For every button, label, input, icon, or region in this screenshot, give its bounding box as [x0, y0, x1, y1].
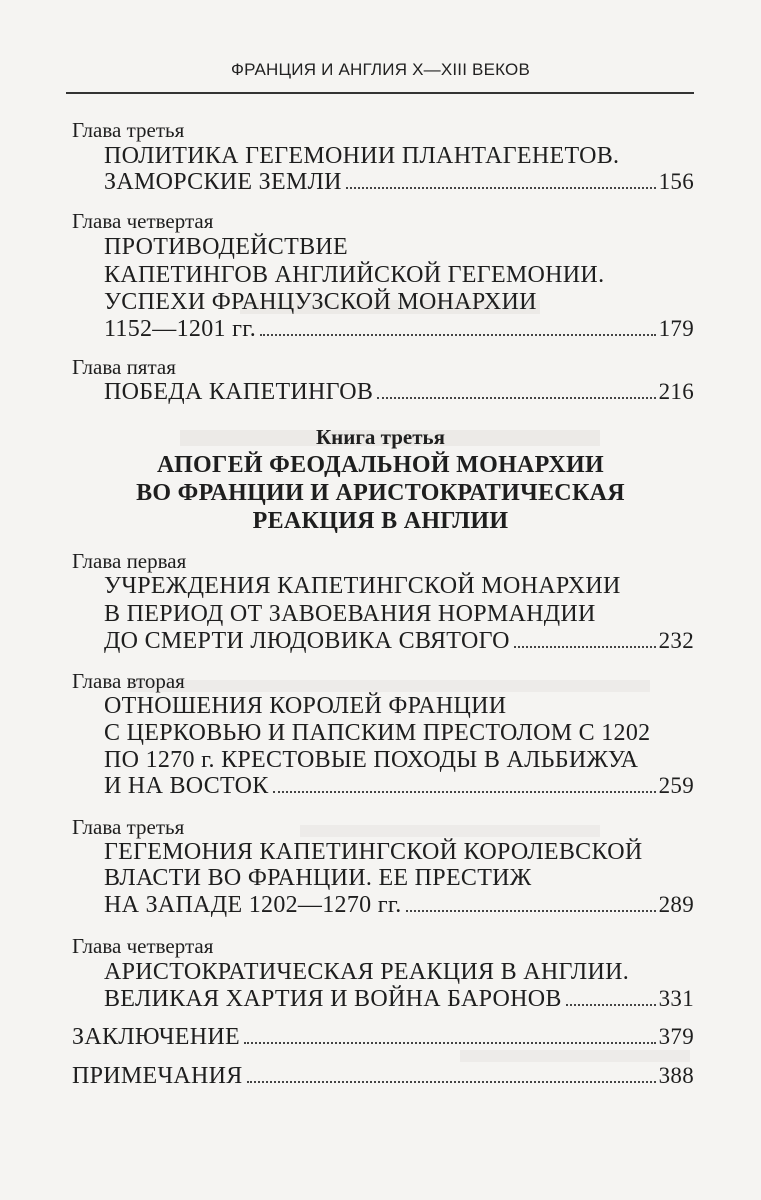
chapter-title-line: ВЕЛИКАЯ ХАРТИЯ И ВОЙНА БАРОНОВ: [104, 986, 562, 1012]
toc-entry[interactable]: [104, 985, 694, 1013]
toc-entry-conclusion[interactable]: [72, 1023, 694, 1051]
toc-entry[interactable]: [104, 315, 694, 343]
dot-leader: [406, 910, 656, 912]
chapter-title-line: 1152—1201 гг.: [104, 316, 256, 342]
chapter-label: Глава вторая: [72, 669, 185, 693]
chapter-title-line: КАПЕТИНГОВ АНГЛИЙСКОЙ ГЕГЕМОНИИ.: [104, 262, 605, 288]
chapter-title-line: ОТНОШЕНИЯ КОРОЛЕЙ ФРАНЦИИ: [104, 693, 507, 719]
page-number: 179: [658, 316, 694, 341]
running-head: ФРАНЦИЯ И АНГЛИЯ X—XIII ВЕКОВ: [230, 60, 531, 79]
dot-leader: [260, 334, 656, 336]
chapter-title-line: УСПЕХИ ФРАНЦУЗСКОЙ МОНАРХИИ: [104, 289, 537, 315]
book-title-line: ВО ФРАНЦИИ И АРИСТОКРАТИЧЕСКАЯ: [136, 480, 625, 506]
chapter-title-line: ПОБЕДА КАПЕТИНГОВ: [104, 379, 374, 405]
chapter-title-line: ГЕГЕМОНИЯ КАПЕТИНГСКОЙ КОРОЛЕВСКОЙ: [104, 839, 643, 865]
page-number: 388: [658, 1063, 694, 1088]
chapter-title-line: УЧРЕЖДЕНИЯ КАПЕТИНГСКОЙ МОНАРХИИ: [104, 573, 621, 599]
dot-leader: [566, 1004, 656, 1006]
chapter-title-line: ПОЛИТИКА ГЕГЕМОНИИ ПЛАНТАГЕНЕТОВ.: [104, 143, 620, 169]
chapter-title-line: АРИСТОКРАТИЧЕСКАЯ РЕАКЦИЯ В АНГЛИИ.: [104, 959, 630, 985]
page-number: 216: [658, 379, 694, 404]
dot-leader: [273, 791, 656, 793]
chapter-title-line: ДО СМЕРТИ ЛЮДОВИКА СВЯТОГО: [104, 628, 510, 654]
chapter-title-line: ПРОТИВОДЕЙСТВИЕ: [104, 234, 348, 260]
bleed-through-mark: [460, 1050, 690, 1062]
toc-entry[interactable]: [104, 168, 694, 196]
chapter-title-line: ПО 1270 г. КРЕСТОВЫЕ ПОХОДЫ В АЛЬБИЖУА: [104, 747, 639, 773]
chapter-title-line: И НА ВОСТОК: [104, 773, 269, 799]
chapter-title-line: ЗАМОРСКИЕ ЗЕМЛИ: [104, 169, 342, 195]
chapter-label: Глава четвертая: [72, 209, 214, 233]
toc-entry[interactable]: [104, 891, 694, 919]
chapter-title-line: ВЛАСТИ ВО ФРАНЦИИ. ЕЕ ПРЕСТИЖ: [104, 865, 532, 891]
page-number: 331: [658, 986, 694, 1011]
chapter-label: Глава первая: [72, 549, 187, 573]
chapter-label: Глава третья: [72, 815, 185, 839]
chapter-title-line: В ПЕРИОД ОТ ЗАВОЕВАНИЯ НОРМАНДИИ: [104, 601, 596, 627]
bleed-through-mark: [130, 680, 650, 692]
chapter-title-line: С ЦЕРКОВЬЮ И ПАПСКИМ ПРЕСТОЛОМ С 1202: [104, 720, 651, 746]
dot-leader: [514, 646, 656, 648]
dot-leader: [346, 187, 656, 189]
toc-entry[interactable]: [104, 772, 694, 800]
page-number: 232: [658, 628, 694, 653]
toc-entry[interactable]: [104, 627, 694, 655]
section-title: ПРИМЕЧАНИЯ: [72, 1063, 243, 1089]
section-title: ЗАКЛЮЧЕНИЕ: [72, 1024, 240, 1050]
chapter-label: Глава пятая: [72, 355, 176, 379]
dot-leader: [244, 1042, 656, 1044]
chapter-title-line: НА ЗАПАДЕ 1202—1270 гг.: [104, 892, 402, 918]
page-number: 259: [658, 773, 694, 798]
page-number: 156: [658, 169, 694, 194]
toc-entry[interactable]: [104, 378, 694, 406]
dot-leader: [377, 397, 655, 399]
toc-entry-notes[interactable]: [72, 1062, 694, 1090]
dot-leader: [247, 1081, 656, 1083]
chapter-label: Глава четвертая: [72, 934, 214, 958]
bleed-through-mark: [300, 825, 600, 837]
page-number: 289: [658, 892, 694, 917]
chapter-label: Глава третья: [72, 118, 185, 142]
book-label: Книга третья: [315, 425, 446, 449]
book-title-line: АПОГЕЙ ФЕОДАЛЬНОЙ МОНАРХИИ: [157, 452, 604, 478]
page-number: 379: [658, 1024, 694, 1049]
book-title-line: РЕАКЦИЯ В АНГЛИИ: [252, 508, 509, 534]
